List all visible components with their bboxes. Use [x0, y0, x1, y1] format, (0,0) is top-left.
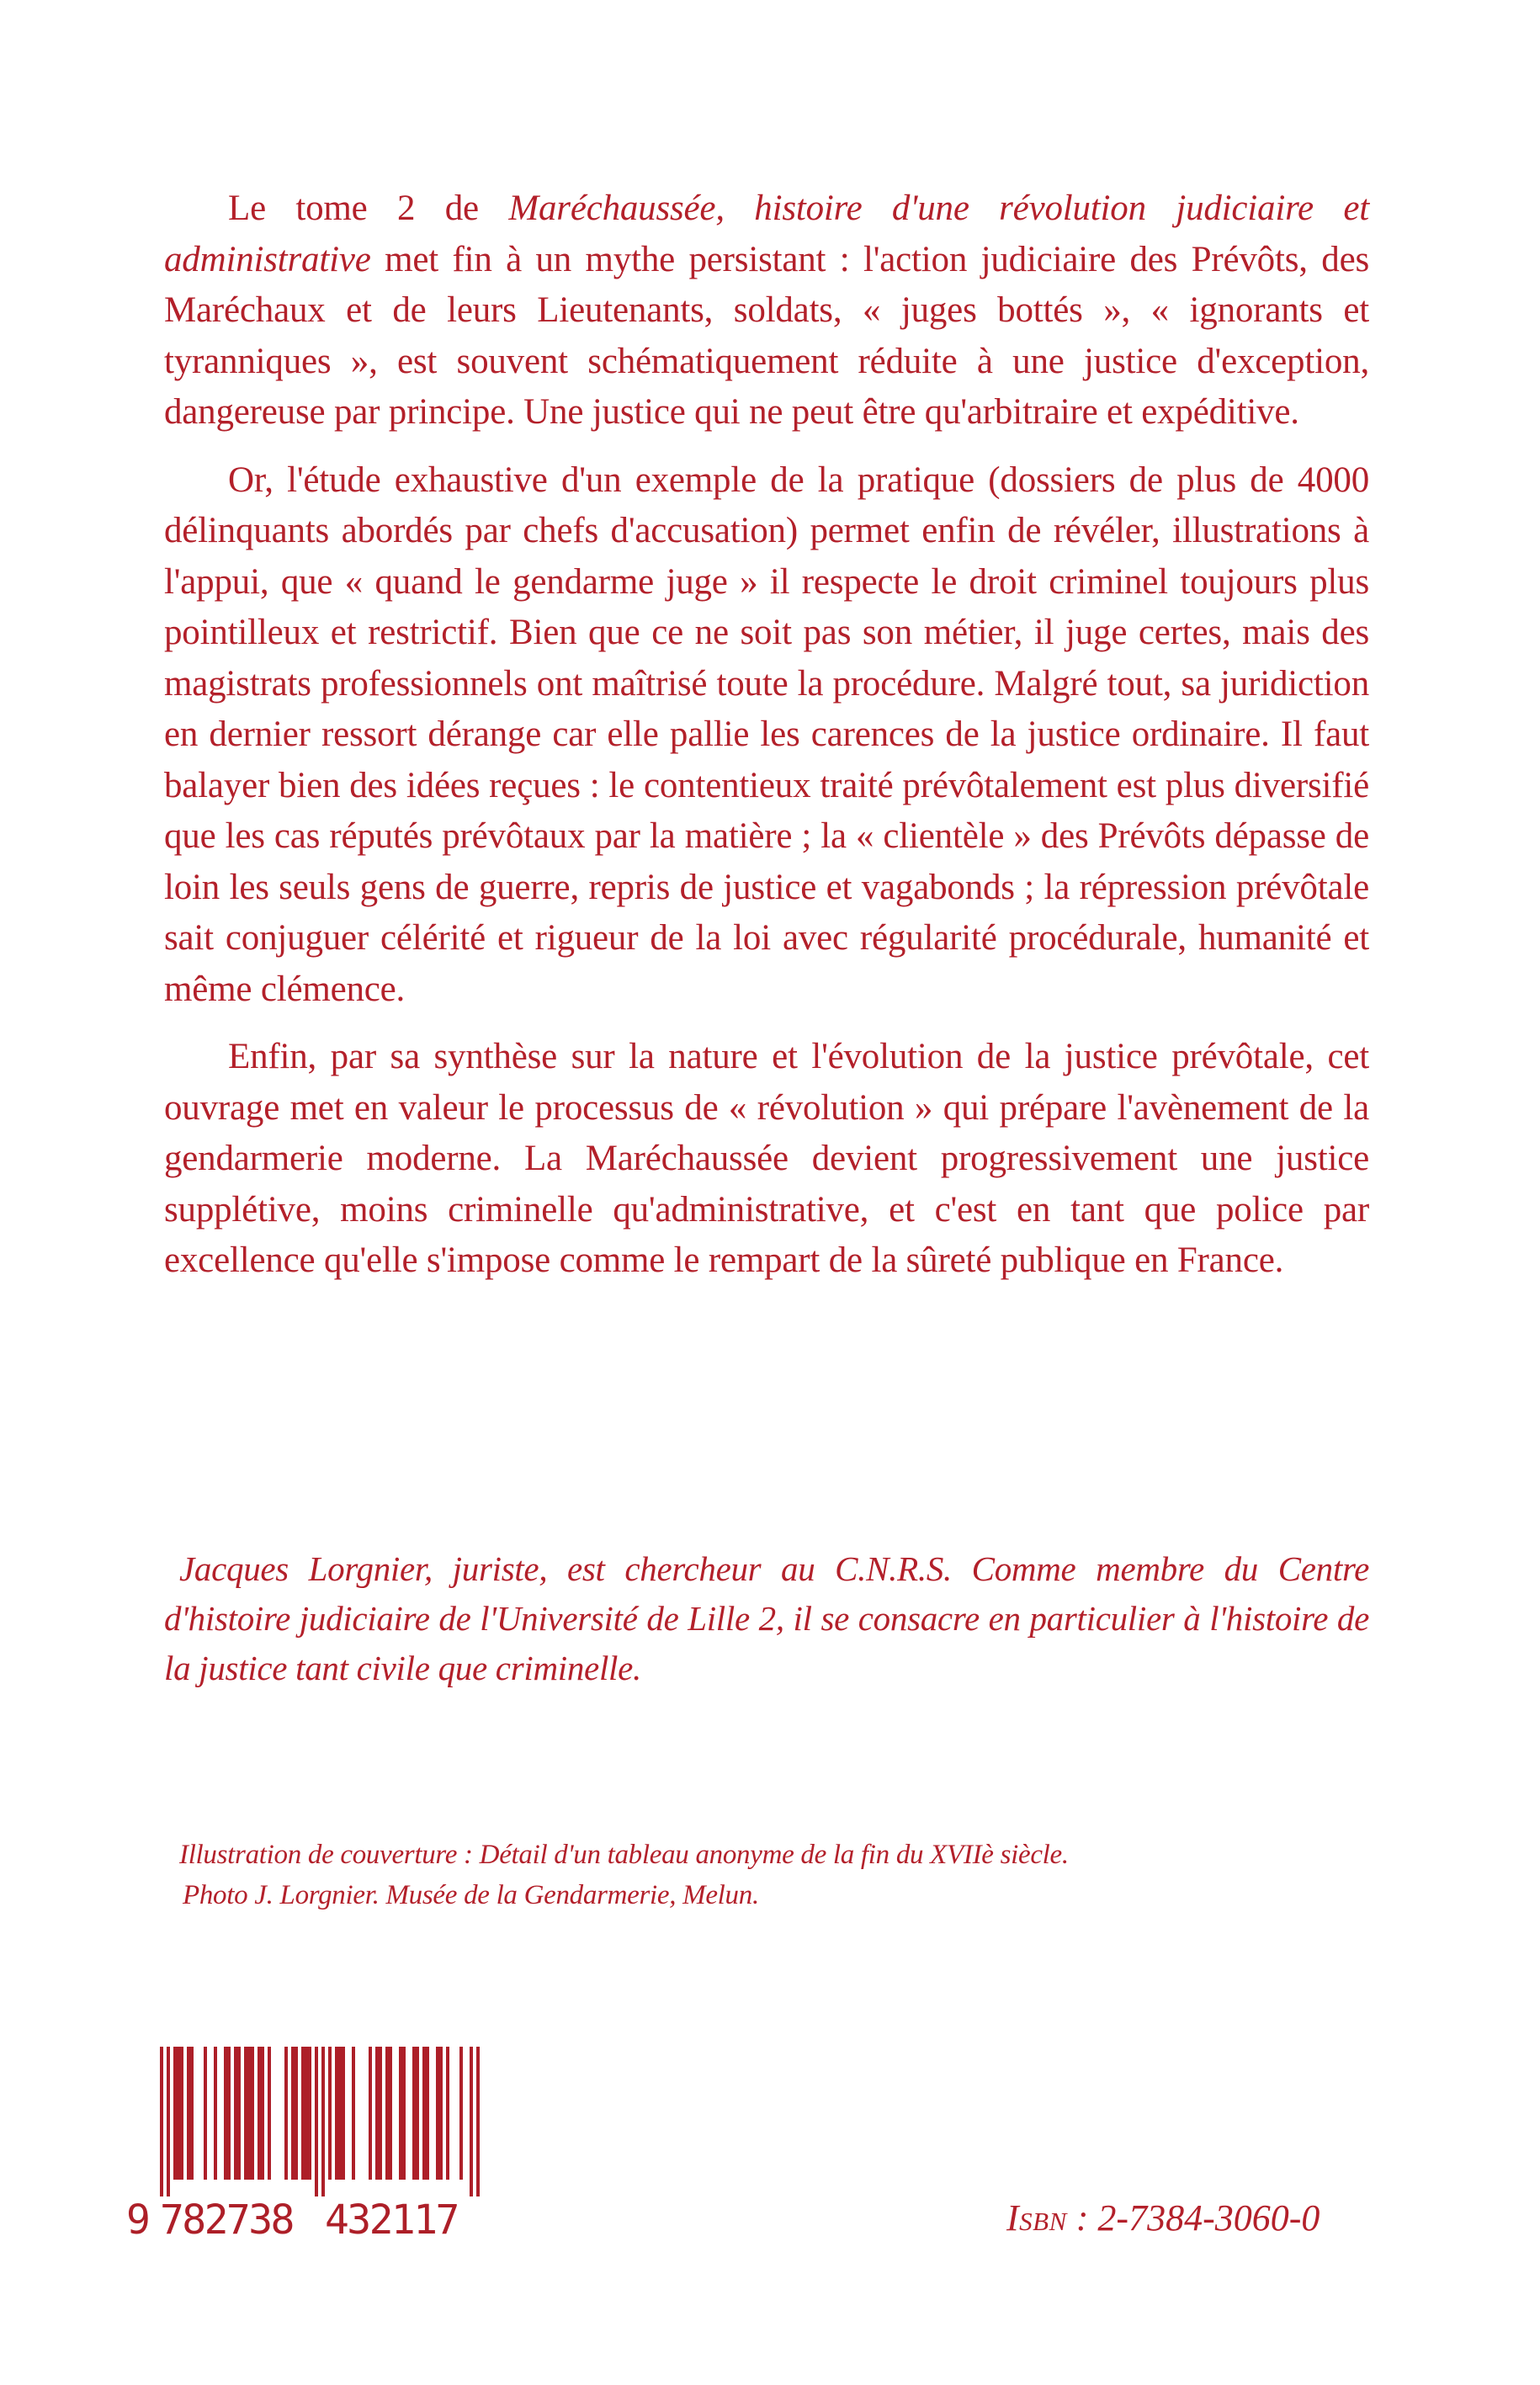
photo-credit: Photo J. Lorgnier. Musée de la Gendarmerie, Melun.	[183, 1880, 759, 1910]
blurb-paragraph-1	[164, 183, 1369, 438]
isbn-separator: :	[1066, 2197, 1098, 2239]
blurb-paragraph-3: Enfin, par sa synthèse sur la nature et l'évolution de la justice prévôtale, cet ouvrage met en valeur le processus de « révolution » qui prépare l'avènement de la gendarmerie moderne. La Maréchaussée devient progressivement une justice supplétive, moins criminelle qu'administrative, et c'est en tant que police par excellence qu'elle s'impose comme le rempart de la sûreté publique en France.	[164, 1037, 1369, 1280]
barcode-first-digit: 9	[126, 2196, 151, 2244]
isbn-label: Isbn	[1006, 2197, 1067, 2239]
blurb-p1-lead: Le tome 2 de	[228, 189, 509, 228]
ean13-barcode-icon	[126, 2047, 505, 2244]
isbn	[1006, 2193, 1320, 2244]
isbn-value: 2-7384-3060-0	[1097, 2197, 1320, 2239]
cover-credits	[179, 1835, 1374, 1915]
blurb-p1-rest: met fin à un mythe persistant : l'action judiciaire des Prévôts, des Maréchaux et de leurs Lieutenants, soldats, « juges bottés », « ignorants et tyranniques », est souvent schématiquement réduite à une justice d'exception, dangereuse par principe. Une justice qui ne peut être qu'arbitraire et expéditive.	[164, 239, 1369, 432]
blurb	[164, 183, 1369, 1287]
barcode-bars	[126, 2047, 505, 2198]
barcode-right-group: 432117	[325, 2196, 458, 2244]
book-title-italic: Maréchaussée, histoire d'une révolution judiciaire et administrative	[164, 189, 1369, 279]
author-bio: Jacques Lorgnier, juriste, est chercheur au C.N.R.S. Comme membre du Centre d'histoire judiciaire de l'Université de Lille 2, il se consacre en particulier à l'histoire de la justice tant civile que criminelle.	[164, 1549, 1369, 1687]
barcode-digits	[126, 2195, 505, 2245]
barcode-left-group: 782738	[160, 2196, 293, 2244]
blurb-paragraph-2: Or, l'étude exhaustive d'un exemple de la pratique (dossiers de plus de 4000 délinquants abordés par chefs d'accusation) permet enfin de révéler, illustrations à l'appui, que « quand le gendarme juge » il respecte le droit criminel toujours plus pointilleux et restrictif. Bien que ce ne soit pas son métier, il juge certes, mais des magistrats professionnels ont maîtrisé toute la procédure. Malgré tout, sa juridiction en dernier ressort dérange car elle pallie les carences de la justice ordinaire. Il faut balayer bien des idées reçues : le contentieux traité prévôtalement est plus diversifié que les cas réputés prévôtaux par la matière ; la « clientèle » des Prévôts dépasse de loin les seuls gens de guerre, repris de justice et vagabonds ; la répression prévôtale sait conjuguer célérité et rigueur de la loi avec régularité procédurale, humanité et même clémence.	[164, 459, 1369, 1009]
cover-illustration-credit: Illustration de couverture : Détail d'un tableau anonyme de la fin du XVIIè siècle.	[179, 1840, 1069, 1870]
